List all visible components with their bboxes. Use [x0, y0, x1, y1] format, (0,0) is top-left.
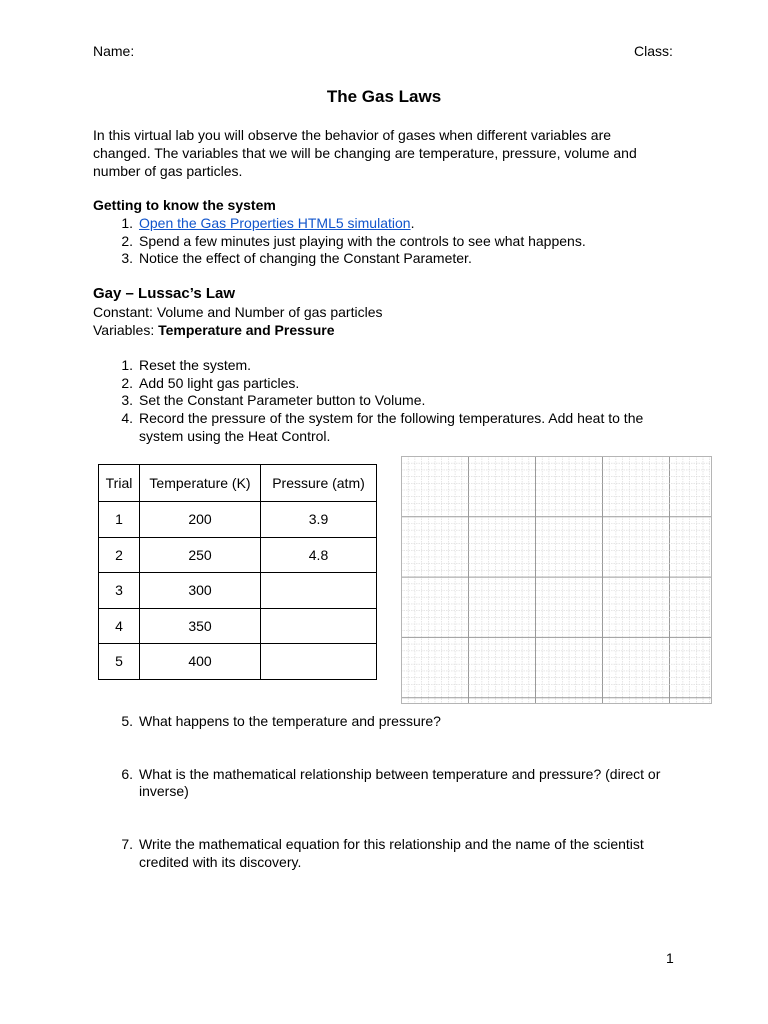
setup-steps-list: [93, 215, 673, 268]
list-item: 1. Reset the system.: [121, 357, 252, 373]
questions-list: [93, 713, 673, 907]
cell-trial: 4: [99, 608, 140, 644]
name-label: Name:: [93, 43, 135, 59]
section-heading-getting-started: Getting to know the system: [93, 197, 276, 213]
cell-pressure[interactable]: 4.8: [261, 537, 377, 573]
cell-trial: 5: [99, 644, 140, 680]
page-number: 1: [666, 950, 674, 966]
simulation-link[interactable]: Open the Gas Properties HTML5 simulation: [139, 215, 411, 231]
list-item: 2. Spend a few minutes just playing with the controls to see what happens.: [121, 232, 586, 249]
list-item: 2. Add 50 light gas particles.: [121, 374, 300, 391]
cell-temperature: 400: [140, 644, 261, 680]
procedure-steps-list: [93, 357, 673, 446]
cell-pressure[interactable]: 3.9: [261, 502, 377, 538]
cell-trial: 1: [99, 502, 140, 538]
constant-line: Constant: Volume and Number of gas particles: [93, 304, 383, 320]
table-row: [99, 502, 377, 538]
table-row: [99, 608, 377, 644]
variables-value: Temperature and Pressure: [158, 322, 335, 338]
cell-trial: 2: [99, 537, 140, 573]
intro-paragraph: In this virtual lab you will observe the behavior of gases when different variables are changed. The variables that we will be changing are temperature, pressure, volume and number of gas particles.: [93, 127, 637, 179]
section-heading-gay-lussac: Gay – Lussac’s Law: [93, 285, 236, 302]
graph-paper[interactable]: [401, 456, 712, 704]
list-item: 3. Set the Constant Parameter button to Volume.: [121, 392, 426, 409]
cell-trial: 3: [99, 573, 140, 609]
cell-pressure[interactable]: [261, 573, 377, 609]
table-row: [99, 573, 377, 609]
class-label: Class:: [634, 43, 673, 59]
list-item: 1. Open the Gas Properties HTML5 simulation.: [121, 215, 415, 231]
list-item: 5. What happens to the temperature and pressure?: [121, 713, 441, 729]
list-item: 3. Notice the effect of changing the Constant Parameter.: [121, 250, 472, 267]
list-item: 7. Write the mathematical equation for this relationship and the name of the scientist credited with its discovery.: [121, 836, 644, 870]
cell-pressure[interactable]: [261, 644, 377, 680]
header-pressure: Pressure (atm): [261, 465, 377, 502]
table-header-row: [99, 465, 377, 502]
table-row: [99, 537, 377, 573]
cell-pressure[interactable]: [261, 608, 377, 644]
variables-line: Variables: Temperature and Pressure: [93, 322, 335, 338]
header-temperature: Temperature (K): [140, 465, 261, 502]
page-title: The Gas Laws: [326, 87, 442, 106]
list-item: 4. Record the pressure of the system for the following temperatures. Add heat to the system using the Heat Control.: [121, 410, 644, 444]
cell-temperature: 350: [140, 608, 261, 644]
table-row: [99, 644, 377, 680]
header-trial: Trial: [99, 465, 140, 502]
data-table: [98, 464, 377, 680]
cell-temperature: 250: [140, 537, 261, 573]
list-item: 6. What is the mathematical relationship between temperature and pressure? (direct or inverse): [121, 765, 661, 800]
cell-temperature: 200: [140, 502, 261, 538]
cell-temperature: 300: [140, 573, 261, 609]
